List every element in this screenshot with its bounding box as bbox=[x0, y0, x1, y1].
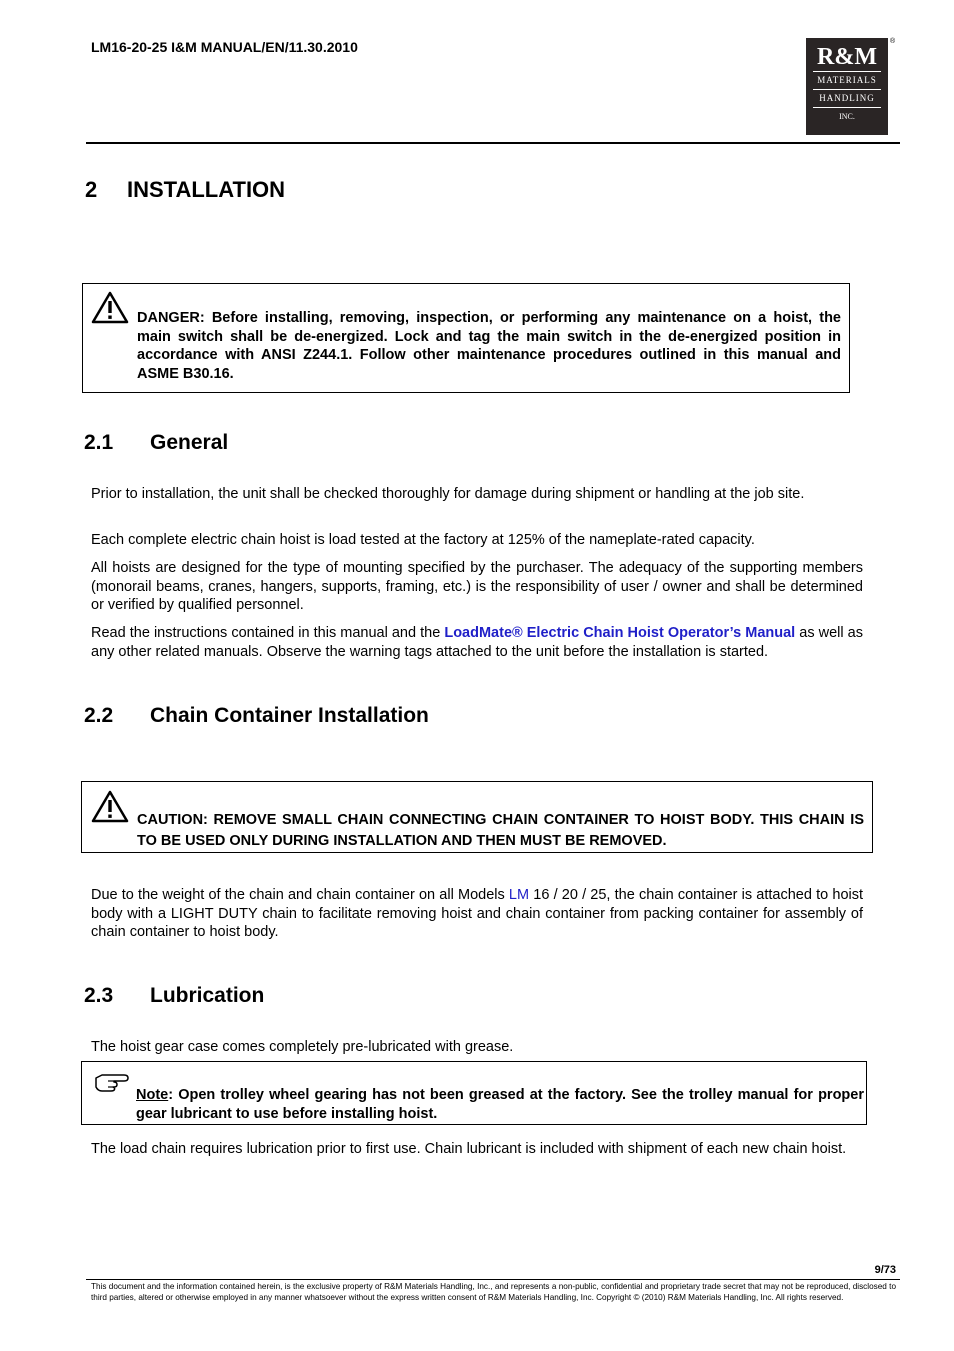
caution-box bbox=[81, 781, 873, 853]
logo-handling: HANDLING bbox=[819, 93, 875, 103]
section-title: INSTALLATION bbox=[127, 177, 286, 202]
subsection-number: 2.1 bbox=[84, 431, 114, 454]
subsection-title: Lubrication bbox=[150, 984, 265, 1007]
subsection-number: 2.3 bbox=[84, 984, 114, 1007]
section-heading bbox=[85, 177, 285, 203]
subsection-title: Chain Container Installation bbox=[150, 704, 429, 727]
note-body: : Open trolley wheel gearing has not been greased at the factory. See the trolley manual for proper gear lubricant to use before installing hoist. bbox=[136, 1087, 864, 1122]
text-run: Due to the weight of the chain and chain container on all Models bbox=[91, 887, 509, 903]
text-run: 16 / 20 / 25, the chain container is attached to hoist body with a LIGHT DUTY chain to facilitate removing hoist and chain container from packing container for assembly of chain container to hoist body. bbox=[91, 887, 864, 940]
paragraph bbox=[91, 624, 863, 661]
logo-inc: INC. bbox=[839, 112, 855, 121]
paragraph: The hoist gear case comes completely pre-lubricated with grease. bbox=[91, 1039, 514, 1055]
registered-mark: ® bbox=[890, 38, 896, 45]
operators-manual-link[interactable]: LoadMate® Electric Chain Hoist Operator’s Manual bbox=[444, 625, 796, 641]
subsection-heading-chain-container bbox=[84, 704, 429, 728]
pointing-hand-icon bbox=[94, 1070, 132, 1092]
text-run: Read the instructions contained in this manual and the bbox=[91, 625, 445, 641]
subsection-number: 2.2 bbox=[84, 704, 114, 727]
note-label: Note bbox=[136, 1087, 169, 1103]
danger-box bbox=[82, 283, 850, 393]
subsection-heading-lubrication bbox=[84, 984, 264, 1008]
note-box bbox=[81, 1061, 867, 1125]
text-run: as well as any other related manuals. Observe the warning tags attached to the unit before the installation is started. bbox=[91, 625, 863, 660]
footer-rule bbox=[86, 1279, 900, 1280]
paragraph bbox=[91, 886, 863, 942]
logo-materials: MATERIALS bbox=[817, 75, 877, 85]
caution-text: CAUTION: REMOVE SMALL CHAIN CONNECTING CHAIN CONTAINER TO HOIST BODY. THIS CHAIN IS TO BE USED ONLY DURING INSTALLATION AND THEN MUST BE REMOVED. bbox=[137, 812, 864, 849]
header-rule bbox=[86, 142, 900, 144]
model-lm-text: LM bbox=[508, 887, 530, 903]
subsection-title: General bbox=[150, 431, 229, 454]
paragraph: All hoists are designed for the type of mounting specified by the purchaser. The adequacy of the supporting members (monorail beams, cranes, hangers, supports, framing, etc.) is the responsibility of user / owner and shall be determined or verified by qualified personnel. bbox=[91, 560, 863, 613]
paragraph: Prior to installation, the unit shall be checked thoroughly for damage during shipment or handling at the job site. bbox=[91, 486, 805, 502]
section-number: 2 bbox=[85, 177, 98, 202]
logo-rm: R&M bbox=[817, 44, 877, 70]
warning-triangle-icon bbox=[91, 790, 129, 823]
company-logo bbox=[806, 38, 888, 135]
document-id: LM16-20-25 I&M MANUAL/EN/11.30.2010 bbox=[91, 39, 358, 55]
page-number: 9/73 bbox=[874, 1264, 896, 1276]
subsection-heading-general bbox=[84, 431, 228, 455]
paragraph: The load chain requires lubrication prior to first use. Chain lubricant is included with shipment of each new chain hoist. bbox=[91, 1141, 847, 1157]
danger-text: DANGER: Before installing, removing, inspection, or performing any maintenance on a hoist, the main switch shall be de-energized. Lock and tag the main switch in the de-energized position in accordance with ANSI Z244.1. Follow other maintenance procedures outlined in this manual and ASME B30.16. bbox=[137, 310, 841, 382]
legal-notice: This document and the information contained herein, is the exclusive property of R&M Materials Handling, Inc., and represents a non-public, confidential and proprietary trade secret that may not be reproduced, disclosed to third parties, altered or otherwise employed in any manner whatsoever without the express written consent of R&M Materials Handling, Inc. Copyright © (2010) R&M Materials Handling, Inc. All rights reserved. bbox=[91, 1282, 896, 1302]
note-text bbox=[136, 1086, 864, 1123]
warning-triangle-icon bbox=[91, 291, 129, 324]
paragraph: Each complete electric chain hoist is load tested at the factory at 125% of the nameplate-rated capacity. bbox=[91, 532, 755, 548]
